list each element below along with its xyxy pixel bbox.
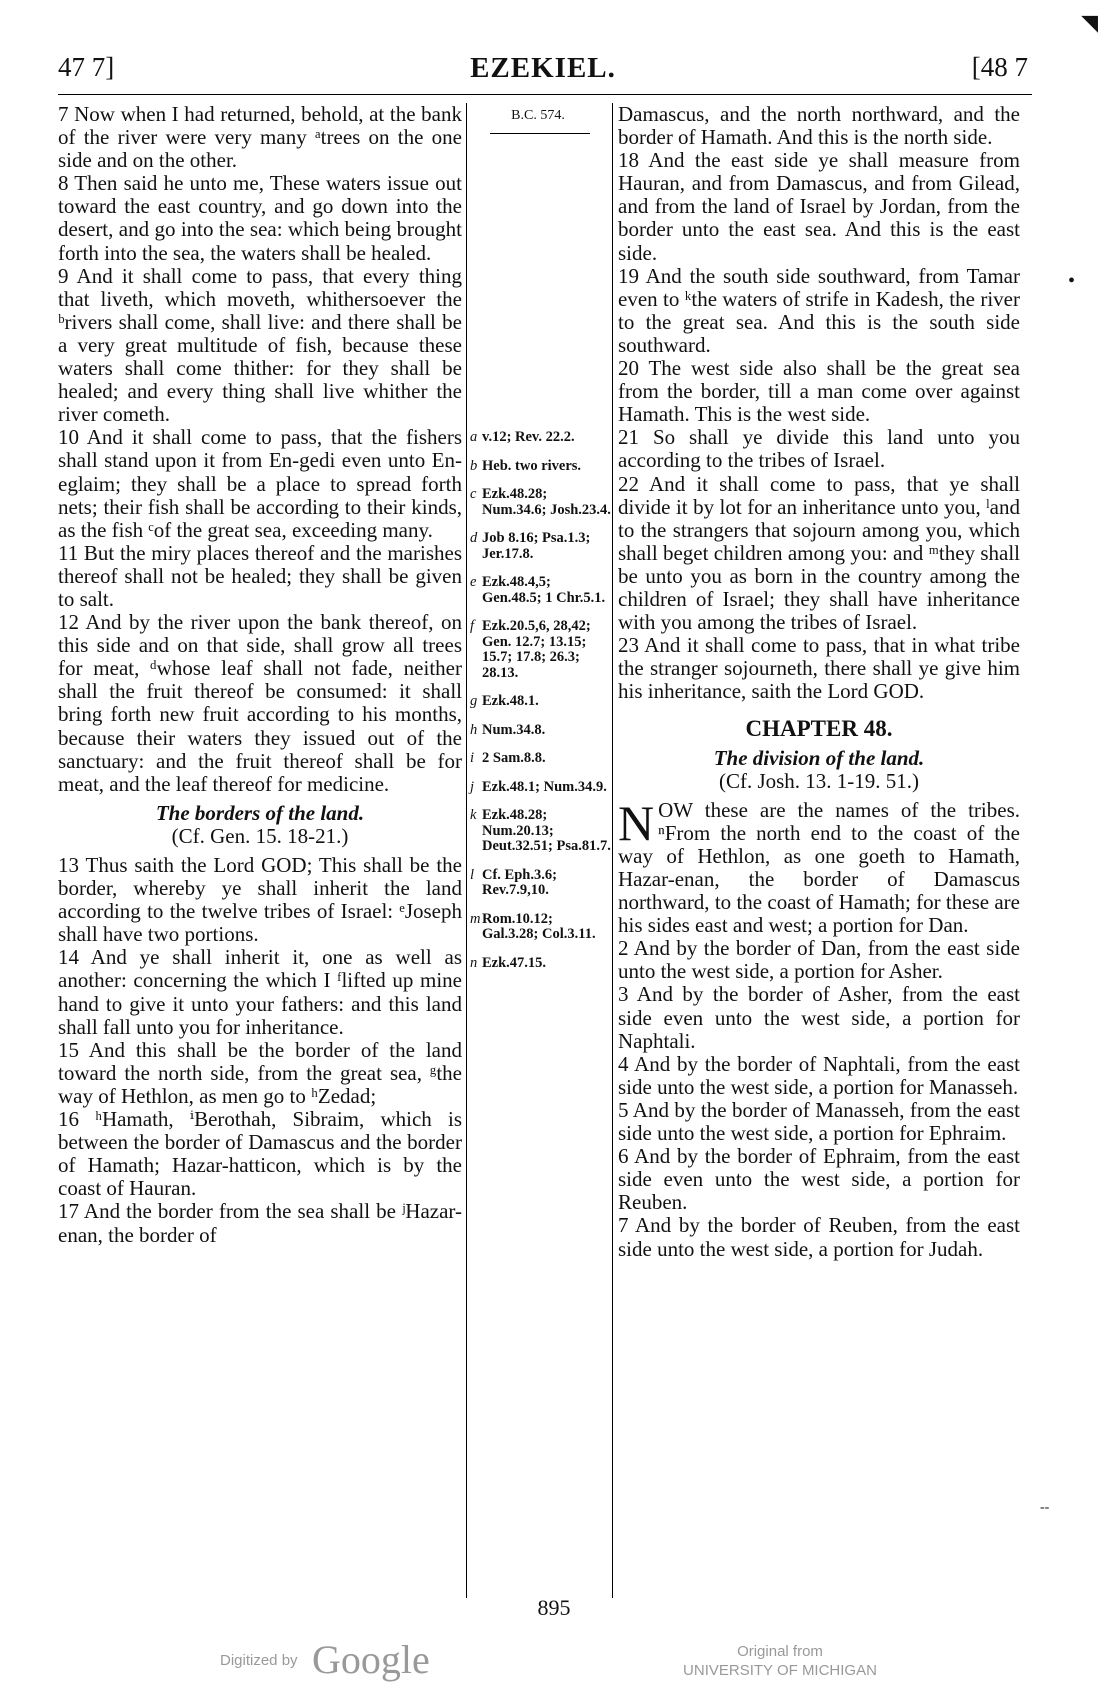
note-text: v.12; Rev. 22.2.	[482, 429, 575, 445]
note-letter: h	[470, 721, 478, 738]
margin-mark: --	[1040, 1500, 1050, 1515]
note-text: Cf. Eph.3.6; Rev.7.9,10.	[482, 866, 557, 898]
verse: 15 And this shall be the border of the land toward the north side, from the great sea, ᵍthe way of Hethlon, as men go to ʰZedad;	[58, 1037, 462, 1108]
margin-note	[470, 459, 612, 475]
margin-note	[470, 956, 612, 972]
right-column	[618, 103, 1020, 1261]
note-text: Ezk.48.28; Num.34.6; Josh.23.4.	[482, 486, 611, 518]
page-header	[58, 52, 1028, 92]
margin-note	[470, 694, 612, 710]
margin-note	[470, 487, 612, 518]
margin-dot: •	[1068, 270, 1076, 292]
verse: Damascus, and the north northward, and the border of Hamath. And this is the north side.	[618, 102, 1020, 150]
drop-cap: N	[618, 794, 655, 851]
note-letter: k	[470, 807, 477, 823]
margin-note	[470, 619, 612, 681]
margin-note	[470, 751, 612, 767]
verse: 13 Thus saith the Lord GOD; This shall be the border, whereby ye shall inherit the land according to the twelve tribes of Israel: ᵉJoseph shall have two portions.	[58, 853, 462, 947]
verse: 6 And by the border of Ephraim, from the east side even unto the west side, a portion for Reuben.	[618, 1144, 1020, 1215]
chapter-reference: (Cf. Josh. 13. 1-19. 51.)	[718, 768, 920, 793]
header-left-ref: 47 7]	[58, 52, 115, 82]
note-text: Ezk.48.1; Num.34.9.	[482, 778, 607, 795]
verse: 14 And ye shall inherit it, one as well as another: concerning the which I ᶠlifted up mine hand to give it unto your fathers: and this land shall fall unto you for inheritance.	[58, 945, 462, 1039]
header-right-ref: [48 7	[971, 52, 1028, 82]
google-logo: Google	[312, 1637, 430, 1682]
verse: 20 The west side also shall be the great sea from the border, till a man come over against Hamath. This is the west side.	[618, 356, 1020, 427]
verse: 5 And by the border of Manasseh, from the east side unto the west side, a portion for Ephraim.	[618, 1097, 1020, 1146]
university: UNIVERSITY OF MICHIGAN	[683, 1662, 877, 1679]
margin-note	[470, 780, 612, 796]
verse: 17 And the border from the sea shall be ʲHazar-enan, the border of	[58, 1199, 462, 1247]
margin-note	[470, 575, 612, 606]
note-letter: i	[470, 750, 475, 766]
verse: 16 ʰHamath, ⁱBerothah, Sibraim, which is between the border of Damascus and the border of Hamath; Hazar-hatticon, which is by the coast of Hauran.	[58, 1107, 462, 1201]
left-column	[58, 103, 462, 1247]
header-rule	[58, 94, 1032, 95]
note-text: 2 Sam.8.8.	[482, 750, 546, 766]
source-credit	[660, 1642, 900, 1680]
note-letter: j	[470, 778, 475, 795]
verse: 2 And by the border of Dan, from the east side unto the west side, a portion for Asher.	[618, 936, 1020, 984]
note-letter: d	[470, 530, 478, 546]
verse: 11 But the miry places thereof and the marishes thereof shall not be healed; they shall be given to salt.	[58, 540, 462, 611]
note-letter: c	[470, 486, 477, 502]
verse: 10 And it shall come to pass, that the fishers shall stand upon it from En-gedi even unto En-eglaim; they shall be a place to spread forth nets; their fish shall be according to their kinds, as the fish ᶜof the great sea, exceeding many.	[58, 425, 462, 542]
digitized-label: Digitized by	[220, 1652, 298, 1669]
bc-rule	[490, 133, 590, 134]
margin-notes	[470, 430, 612, 984]
note-text: Rom.10.12; Gal.3.28; Col.3.11.	[482, 910, 596, 942]
chapter-heading: The division of the land.	[713, 745, 925, 770]
column-divider-right	[612, 103, 613, 1598]
verse: 3 And by the border of Asher, from the east side even unto the west side, a portion for Naphtali.	[618, 982, 1020, 1053]
note-text: Job 8.16; Psa.1.3; Jer.17.8.	[482, 530, 591, 562]
bc-date: B.C. 574.	[511, 108, 565, 123]
margin-note	[470, 868, 612, 899]
verse: 22 And it shall come to pass, that ye shall divide it by lot for an inheritance unto you, ˡand to the strangers that sojourn among you, which shall beget children among you: and ᵐthey shall be unto you as born in the country among the children of Israel; they shall have inheritance with you among the tribes of Israel.	[618, 471, 1020, 635]
margin-note	[470, 912, 612, 943]
corner-mark: ◥	[1081, 10, 1098, 35]
verse: 7 And by the border of Reuben, from the east side unto the west side, a portion for Judah.	[618, 1213, 1020, 1261]
verse: 12 And by the river upon the bank thereof, on this side and on that side, shall grow all trees for meat, ᵈwhose leaf shall not fade, neither shall the fruit thereof be consumed: it shall bring forth new fruit according to his months, because their waters they issued out of the sanctuary: and the fruit thereof shall be for meat, and the leaf thereof for medicine.	[58, 610, 462, 796]
note-text: Ezk.48.1.	[482, 693, 539, 709]
note-text: Heb. two rivers.	[482, 457, 582, 474]
note-text: Ezk.20.5,6, 28,42; Gen. 12.7; 13.15; 15.7; 17.8; 26.3; 28.13.	[482, 618, 591, 681]
note-letter: n	[470, 954, 478, 971]
note-letter: l	[470, 866, 475, 883]
note-text: Ezk.48.28; Num.20.13; Deut.32.51; Psa.81.7.	[482, 807, 611, 854]
note-letter: m	[470, 910, 481, 927]
verse: 18 And the east side ye shall measure from Hauran, and from Damascus, and from Gilead, and from the land of Israel by Jordan, from the border unto the east sea. And this is the east side.	[618, 148, 1020, 265]
page-number: 895	[537, 1595, 571, 1620]
verse: 21 So shall ye divide this land unto you according to the tribes of Israel.	[618, 425, 1020, 473]
note-letter: f	[470, 618, 475, 634]
note-letter: e	[470, 574, 477, 590]
verse: 23 And it shall come to pass, that in what tribe the stranger sojourneth, there shall ye give him his inheritance, saith the Lord GOD.	[618, 633, 1020, 704]
book-title: EZEKIEL.	[470, 52, 616, 84]
margin-note	[470, 430, 612, 446]
margin-note	[470, 723, 612, 739]
section-heading: The borders of the land.	[155, 800, 365, 825]
note-text: Num.34.8.	[482, 721, 546, 738]
verse: 4 And by the border of Naphtali, from the east side unto the west side, a portion for Manasseh.	[618, 1051, 1020, 1099]
section-reference: (Cf. Gen. 15. 18-21.)	[171, 823, 349, 848]
note-text: Ezk.48.4,5; Gen.48.5; 1 Chr.5.1.	[482, 574, 606, 606]
verse: 7 Now when I had returned, behold, at the bank of the river were very many ᵃtrees on the one side and on the other.	[58, 102, 462, 173]
verse: 9 And it shall come to pass, that every thing that liveth, which moveth, whithersoever the ᵇrivers shall come, shall live: and there shall be a very great multitude of fish, because these waters shall come thither: for they shall be healed; and every thing shall live whither the river cometh.	[58, 263, 462, 427]
chapter-title: CHAPTER 48.	[745, 716, 893, 742]
margin-note	[470, 808, 612, 855]
note-letter: g	[470, 693, 478, 709]
verse: 8 Then said he unto me, These waters issue out toward the east country, and go down into the desert, and go into the sea: which being brought forth into the sea, the waters shall be healed.	[58, 171, 462, 265]
note-text: Ezk.47.15.	[482, 954, 547, 971]
note-letter: b	[470, 457, 478, 474]
verse: 19 And the south side southward, from Tamar even to ᵏthe waters of strife in Kadesh, the river to the great sea. And this is the south side southward.	[618, 263, 1020, 357]
margin-note	[470, 531, 612, 562]
opening-text: OW these are the names of the tribes. ⁿFrom the north end to the coast of the way of Hethlon, as one goeth to Hamath, Hazar-enan, the border of Damascus northward, to the coast of Hamath; for these are his sides east and west; a portion for Dan.	[618, 797, 1020, 938]
chapter-opening	[618, 794, 1020, 938]
note-letter: a	[470, 429, 478, 445]
original-from: Original from	[737, 1643, 823, 1660]
column-divider-left	[466, 103, 467, 1598]
